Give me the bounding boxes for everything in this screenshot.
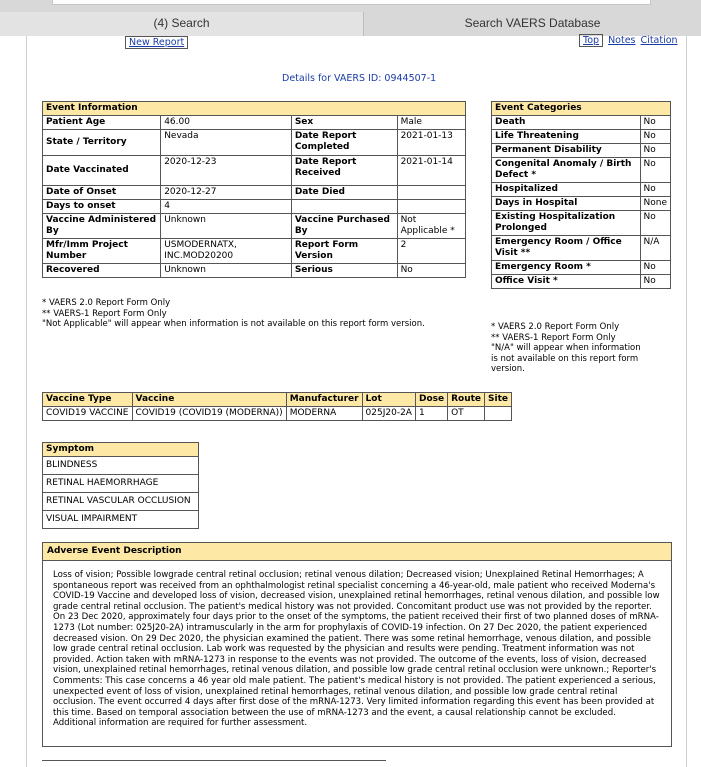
days-to-onset-label: Days to onset: [43, 200, 161, 214]
patient-age-value: 46.00: [161, 116, 292, 130]
adverse-event-box: [42, 542, 672, 747]
days-to-onset-value: 4: [161, 200, 292, 214]
empty-cell: [397, 200, 465, 214]
dose-cell: 1: [415, 407, 447, 421]
event-information-header: Event Information: [43, 102, 466, 116]
date-report-received-value: 2021-01-14: [397, 156, 465, 186]
lot-cell: 025J20-2A: [362, 407, 415, 421]
vaccine-purchased-by-label: Vaccine Purchased By: [291, 214, 397, 239]
note-line: ** VAERS-1 Report Form Only: [42, 308, 167, 319]
category-existing-hospitalization-value: No: [640, 211, 670, 236]
top-link[interactable]: Top: [579, 34, 603, 47]
date-died-value: [397, 186, 465, 200]
category-days-in-hospital-value: None: [640, 197, 670, 211]
date-of-onset-value: 2020-12-27: [161, 186, 292, 200]
category-permanent-disability-value: No: [640, 144, 670, 158]
symptom-cell: RETINAL VASCULAR OCCLUSION: [43, 493, 199, 511]
note-line: "Not Applicable" will appear when information is not available on this report form version.: [42, 319, 425, 329]
table-row: [43, 493, 199, 511]
symptom-cell: VISUAL IMPAIRMENT: [43, 511, 199, 529]
lot-header: Lot: [362, 393, 415, 407]
recovered-label: Recovered: [43, 264, 161, 278]
category-life-threatening-label: Life Threatening: [492, 130, 641, 144]
adverse-event-text: Loss of vision; Possible lowgrade central retinal occlusion; retinal venous dilation; Decreased vision; Unexplained Retinal Hemorrhages; A spontaneous report was received from an ophthalmologist retinal specialist concerning a 46-year-old, male patient who received Moderna's COVID-19 Vaccine and developed loss of vision, decreased vision, unexplained retinal hemorrhages, retinal venous dilation, and possible low grade central retinal occlusion. The patient's medical history was not provided. Concomitant product use was not provided by the reporter. On 23 Dec 2020, approximately four days prior to the onset of the symptoms, the patient received their first of two planned doses of mRNA-1273 (Lot number: 025J20-2A) intramuscularly in the arm for prophylaxis of COVID-19 infection. On 27 Dec 2020, the patient experienced decreased vision. On 29 Dec 2020, the physician examined the patient. There was some retinal hemorrhage, venous dilation, and possible low grade central retinal occlusion. Lab work was requested by the physician and results were pending. Treatment information was not provided. Action taken with mRNA-1273 in response to the events was not provided. The outcome of the events, loss of vision, decreased vision, unexplained retinal hemorrhages, retinal venous dilation, and possible low grade central retinal occlusion were unknown.; Reporter's Comments: This case concerns a 46 year old male patient. The patient's medical history is not provided. The patient experienced a serious, unexpected event of loss of vision, unexplained retinal hemorrhages, retinal venous dilation, and possible low grade central retinal occlusion. The event occurred 4 days after first dose of the mRNA-1273. Very limited information regarding this event has been provided at this time. Based on temporal association between the use of mRNA-1273 and the event, a causal relationship cannot be excluded. Additional information are required for further assessment.: [53, 570, 660, 729]
report-form-version-value: 2: [397, 239, 465, 264]
category-office-visit-label: Office Visit *: [492, 275, 641, 289]
serious-label: Serious: [291, 264, 397, 278]
event-categories-header: Event Categories: [492, 102, 671, 116]
date-report-completed-label: Date Report Completed: [291, 130, 397, 156]
category-emergency-room-value: No: [640, 261, 670, 275]
date-vaccinated-value: 2020-12-23: [161, 156, 292, 186]
date-report-completed-value: 2021-01-13: [397, 130, 465, 156]
event-categories-notes: [491, 322, 641, 375]
note-line: "N/A" will appear when information is not available on this report form version.: [491, 343, 641, 374]
state-value: Nevada: [161, 130, 292, 156]
next-table-edge: [42, 760, 386, 761]
mfr-project-number-label: Mfr/Imm Project Number: [43, 239, 161, 264]
category-hospitalized-value: No: [640, 183, 670, 197]
category-hospitalized-label: Hospitalized: [492, 183, 641, 197]
date-report-received-label: Date Report Received: [291, 156, 397, 186]
tab-search[interactable]: (4) Search: [0, 12, 364, 36]
symptom-cell: RETINAL HAEMORRHAGE: [43, 475, 199, 493]
category-death-value: No: [640, 116, 670, 130]
event-information-table: [42, 101, 466, 278]
category-days-in-hospital-label: Days in Hospital: [492, 197, 641, 211]
vaccine-table: [42, 392, 512, 421]
category-permanent-disability-label: Permanent Disability: [492, 144, 641, 158]
table-row: [43, 511, 199, 529]
manufacturer-header: Manufacturer: [286, 393, 362, 407]
category-emergency-room-label: Emergency Room *: [492, 261, 641, 275]
date-vaccinated-label: Date Vaccinated: [43, 156, 161, 186]
vaccine-administered-by-value: Unknown: [161, 214, 292, 239]
vaccine-cell: COVID19 (COVID19 (MODERNA)): [132, 407, 286, 421]
site-header: Site: [485, 393, 512, 407]
mfr-project-number-value: USMODERNATX, INC.MOD20200: [161, 239, 292, 264]
category-life-threatening-value: No: [640, 130, 670, 144]
report-form-version-label: Report Form Version: [291, 239, 397, 264]
page-frame-left: [26, 36, 27, 767]
route-header: Route: [448, 393, 485, 407]
note-line: * VAERS 2.0 Report Form Only: [491, 322, 620, 332]
event-categories-table: [491, 101, 671, 289]
symptom-header: Symptom: [43, 443, 199, 457]
new-report-link[interactable]: New Report: [125, 36, 188, 49]
category-congenital-anomaly-label: Congenital Anomaly / Birth Defect *: [492, 158, 641, 183]
dose-header: Dose: [415, 393, 447, 407]
category-existing-hospitalization-label: Existing Hospitalization Prolonged: [492, 211, 641, 236]
state-label: State / Territory: [43, 130, 161, 156]
citation-link[interactable]: Citation: [640, 35, 678, 46]
tab-search-vaers-database[interactable]: Search VAERS Database: [364, 12, 701, 36]
top-nav-links: [579, 35, 678, 46]
browser-top-edge: [52, 0, 651, 5]
adverse-event-header: Adverse Event Description: [43, 543, 671, 561]
event-information-notes: [42, 298, 472, 330]
serious-value: No: [397, 264, 465, 278]
route-cell: OT: [448, 407, 485, 421]
category-congenital-anomaly-value: No: [640, 158, 670, 183]
table-row: [43, 407, 512, 421]
sex-value: Male: [397, 116, 465, 130]
notes-link[interactable]: Notes: [608, 35, 636, 46]
category-er-office-visit-label: Emergency Room / Office Visit **: [492, 236, 641, 261]
vaccine-administered-by-label: Vaccine Administered By: [43, 214, 161, 239]
details-title: Details for VAERS ID: 0944507-1: [282, 73, 437, 84]
category-death-label: Death: [492, 116, 641, 130]
vaccine-header: Vaccine: [132, 393, 286, 407]
note-line: * VAERS 2.0 Report Form Only: [42, 298, 171, 308]
manufacturer-cell: MODERNA: [286, 407, 362, 421]
vaccine-type-cell: COVID19 VACCINE: [43, 407, 133, 421]
patient-age-label: Patient Age: [43, 116, 161, 130]
sex-label: Sex: [291, 116, 397, 130]
vaccine-purchased-by-value: Not Applicable *: [397, 214, 465, 239]
empty-cell: [291, 200, 397, 214]
note-line: ** VAERS-1 Report Form Only: [491, 332, 616, 343]
site-cell: [485, 407, 512, 421]
table-row: [43, 457, 199, 475]
symptom-cell: BLINDNESS: [43, 457, 199, 475]
symptom-table: [42, 442, 199, 529]
date-died-label: Date Died: [291, 186, 397, 200]
vaccine-type-header: Vaccine Type: [43, 393, 133, 407]
date-of-onset-label: Date of Onset: [43, 186, 161, 200]
category-er-office-visit-value: N/A: [640, 236, 670, 261]
category-office-visit-value: No: [640, 275, 670, 289]
table-row: [43, 475, 199, 493]
recovered-value: Unknown: [161, 264, 292, 278]
page-frame-right: [686, 36, 687, 767]
